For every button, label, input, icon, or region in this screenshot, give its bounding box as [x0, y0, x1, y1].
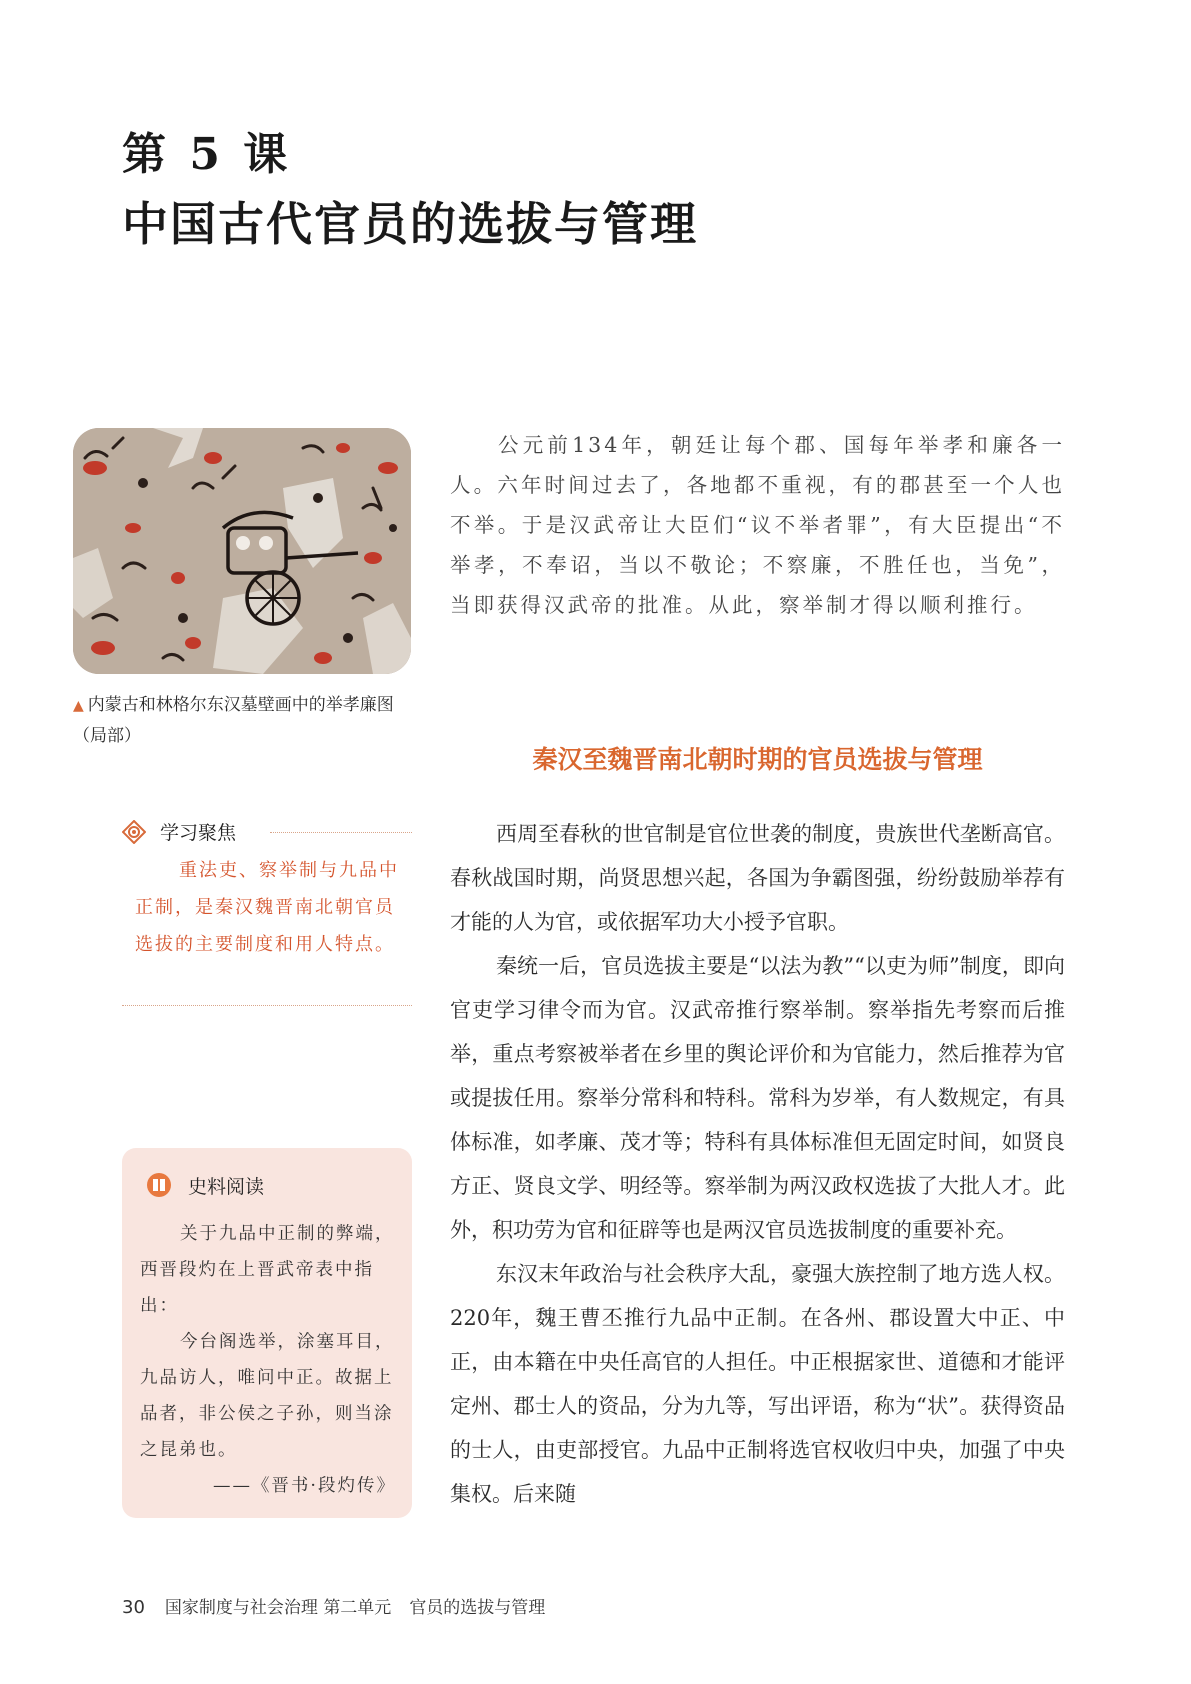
body-paragraph-2: 秦统一后，官员选拔主要是“以法为教”“以吏为师”制度，即向官吏学习律令而为官。汉武帝推行察举制。察举指先考察而后推举，重点考察被举者在乡里的舆论评价和为官能力，然后推荐为官或提拔任用。察举分常科和特科。常科为岁举，有人数规定，有具体标准，如孝廉、茂才等；特科有具体标准但无固定时间，如贤良方正、贤良文学、明经等。察举制为两汉政权选拔了大批人才。此外，积功劳为官和征辟等也是两汉官员选拔制度的重要补充。 — [450, 954, 1065, 1242]
focus-label: 学习聚焦 — [160, 822, 237, 844]
reading-quote: 今台阁选举，涂塞耳目，九品访人，唯问中正。故据上品者，非公侯之子孙，则当涂之昆弟也。 — [140, 1332, 395, 1460]
page-footer — [122, 1593, 545, 1618]
reading-box — [122, 1148, 412, 1518]
reading-source: ——《晋书·段灼传》 — [212, 1476, 396, 1496]
focus-target-icon — [122, 820, 146, 844]
reading-label: 史料阅读 — [188, 1176, 265, 1198]
page-number: 30 — [122, 1597, 145, 1618]
mural-image — [73, 428, 411, 674]
footer-book-title: 国家制度与社会治理 — [164, 1598, 318, 1618]
reading-paragraph-1: 关于九品中正制的弊端，西晋段灼在上晋武帝表中指出： — [140, 1224, 395, 1316]
lesson-number: 第 5 课 — [122, 129, 292, 180]
caption-triangle-icon: ▲ — [73, 698, 84, 714]
figure-caption — [73, 690, 418, 751]
focus-divider — [270, 832, 412, 833]
section-heading: 秦汉至魏晋南北朝时期的官员选拔与管理 — [532, 745, 983, 774]
lesson-title: 中国古代官员的选拔与管理 — [122, 197, 698, 251]
focus-header — [122, 818, 412, 848]
section-body — [450, 812, 1065, 1516]
caption-text: 内蒙古和林格尔东汉墓壁画中的举孝廉图（局部） — [73, 695, 394, 746]
body-paragraph-3: 东汉末年政治与社会秩序大乱，豪强大族控制了地方选人权。220年，魏王曹丕推行九品中正制。在各州、郡设置大中正、中正，由本籍在中央任高官的人担任。中正根据家世、道德和才能评定州、郡士人的资品，分为九等，写出评语，称为“状”。获得资品的士人，由吏部授官。九品中正制将选官权收归中央，加强了中央集权。后来随 — [450, 1262, 1065, 1506]
reading-text — [140, 1216, 396, 1504]
body-paragraph-1: 西周至春秋的世官制是官位世袭的制度，贵族世代垄断高官。春秋战国时期，尚贤思想兴起，各国为争霸图强，纷纷鼓励举荐有才能的人为官，或依据军功大小授予官职。 — [450, 822, 1065, 934]
intro-paragraph: 公元前134年，朝廷让每个郡、国每年举孝和廉各一人。六年时间过去了，各地都不重视，有的郡甚至一个人也不举。于是汉武帝让大臣们“议不举者罪”，有大臣提出“不举孝，不奉诏，当以不敬论；不察廉，不胜任也，当免”，当即获得汉武帝的批准。从此，察举制才得以顺利推行。 — [450, 433, 1065, 617]
footer-unit: 第二单元 — [323, 1598, 392, 1618]
book-icon — [146, 1172, 172, 1198]
focus-bottom-divider — [122, 1005, 412, 1006]
focus-text: 重法吏、察举制与九品中正制，是秦汉魏晋南北朝官员选拔的主要制度和用人特点。 — [135, 860, 399, 955]
footer-unit-title: 官员的选拔与管理 — [409, 1598, 546, 1618]
